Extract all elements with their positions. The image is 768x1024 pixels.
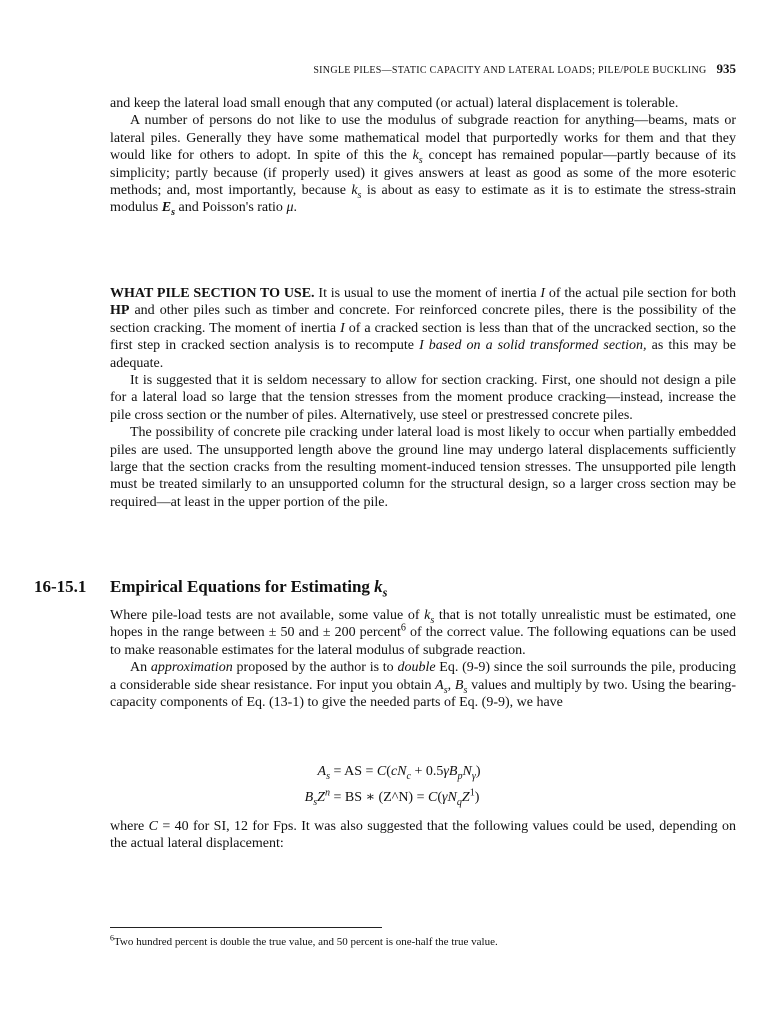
footnote-ref: 6 <box>400 622 406 634</box>
section-number: 16-15.1 <box>34 577 87 596</box>
equation-as: $A_s$ = AS = $C(cN_c + 0.5\gamma B_pN_\gamma)$ <box>317 764 481 782</box>
running-head <box>110 61 736 77</box>
section-heading: 16-15.1 Empirical Equations for Estimating $k_s$ <box>34 577 388 600</box>
paragraph: An approximation proposed by the author is to double Eq. (9-9) since the soil surrounds the pile, producing a considerable side shear resistance. For input you obtain $A_s$, $B_s$ values and multiply by two. Using the bearing-capacity components of Eq. (13-1) to give the needed parts of Eq. (9-9), we have <box>110 660 737 711</box>
footnote-divider <box>110 927 382 928</box>
paragraph: where C = 40 for SI, 12 for Fps. It was also suggested that the following values could be used, depending on the actual lateral displacement: <box>110 819 737 852</box>
footnote-marker: 6 <box>110 933 114 943</box>
paragraph: The possibility of concrete pile cracking under lateral load is most likely to occur when partially embedded piles are used. The unsupported length above the ground line may undergo lateral displacements sufficiently large that the section cracks from the resulting moment-induced tension stresses. The unsupported pile length must be treated similarly to an unsupported column for the structural design, so a larger cross section may be required—at least in the upper portion of the pile. <box>110 425 736 510</box>
body-block-empirical <box>110 607 736 711</box>
run-in-heading: WHAT PILE SECTION TO USE. <box>110 286 315 301</box>
body-block-intro <box>110 95 736 217</box>
paragraph: Where pile-load tests are not available, some value of $k_s$ that is not totally unrealistic must be estimated, one hopes in the range between ± 50 and ± 200 percent$^6$ of the correct value. The following equations can be used to make reasonable estimates for the lateral modulus of subgrade reaction. <box>110 608 736 658</box>
running-title: SINGLE PILES—STATIC CAPACITY AND LATERAL LOADS; PILE/POLE BUCKLING <box>313 65 707 76</box>
paragraph: and keep the lateral load small enough that any computed (or actual) lateral displacement is tolerable. <box>110 96 679 111</box>
page-number: 935 <box>716 61 736 76</box>
equation-bs: $B_sZ^n$ = BS ∗ (Z^N) = $C(\gamma N_qZ^1)$ <box>304 787 480 808</box>
paragraph: A number of persons do not like to use the modulus of subgrade reaction for anything—beams, mats or lateral piles. Generally they have some mathematical model that purportedly works for them and that they would like for others to adopt. In spite of this the $k_s$ concept has remained popular—partly because of its simplicity; partly because (if properly used) it gives answers at least as good as some of the more esoteric methods; and, most importantly, because $k_s$ is about as easy to estimate as it is to estimate the stress-strain modulus $E_s$ and Poisson's ratio μ. <box>110 113 737 219</box>
body-block-pile-section <box>110 285 736 511</box>
body-block-where <box>110 818 736 853</box>
paragraph: WHAT PILE SECTION TO USE. It is usual to use the moment of inertia I of the actual pile section for both HP and other piles such as timber and concrete. For reinforced concrete piles, there is the possibility of the section cracking. The moment of inertia I of a cracked section is less than that of the uncracked section, so the first step in cracked section analysis is to recompute I based on a solid transformed section, as this may be adequate. <box>110 286 736 371</box>
footnote <box>110 933 736 948</box>
section-title: Empirical Equations for Estimating <box>110 577 375 596</box>
footnote-text: Two hundred percent is double the true value, and 50 percent is one-half the true value. <box>113 936 498 948</box>
paragraph: It is suggested that it is seldom necessary to allow for section cracking. First, one should not design a pile for a lateral load so large that the tension stresses from the moment produce cracking—instead, increase the pile cross section or the number of piles. Alternatively, use steel or prestressed concrete piles. <box>110 373 736 423</box>
